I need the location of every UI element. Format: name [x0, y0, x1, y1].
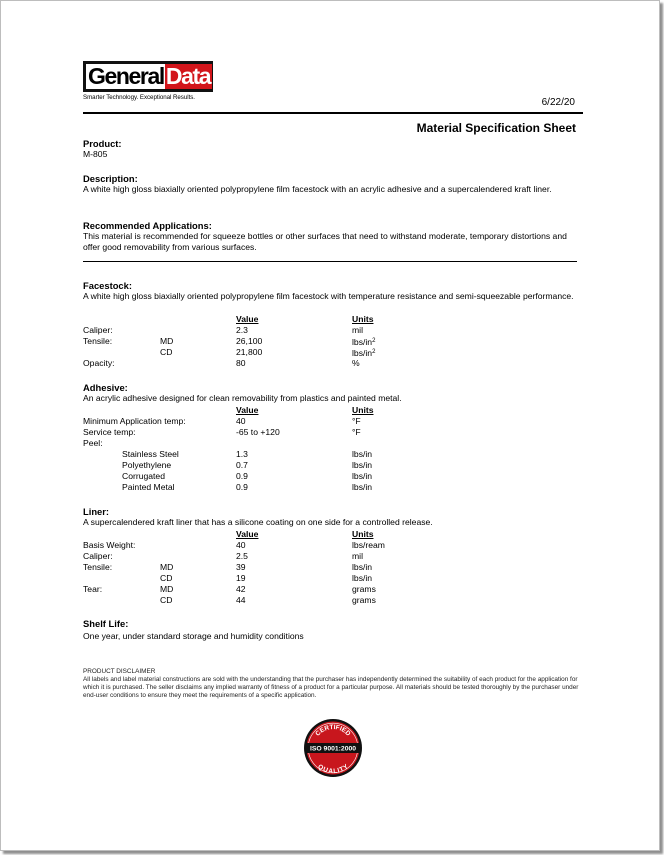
liner-tear-md-label: MD: [160, 584, 174, 594]
seal-bottom-text: QUALITY: [316, 763, 350, 776]
adhesive-peel-label: Peel:: [83, 438, 103, 448]
facestock-units-header: Units: [352, 314, 374, 324]
liner-caliper-value: 2.5: [236, 551, 248, 561]
description-text: A white high gloss biaxially oriented polypropylene film facestock with an acrylic adhesive and a supercalendered kraft liner.: [83, 184, 552, 194]
logo-word-general: General: [88, 63, 164, 89]
facestock-caliper-value: 2.3: [236, 325, 248, 335]
iso-certification-seal: [303, 718, 363, 778]
unit-exponent: 2: [372, 349, 376, 355]
adhesive-min-temp-value: 40: [236, 416, 246, 426]
logo-word-data: Data: [165, 63, 211, 89]
document-date: 6/22/20: [541, 97, 575, 108]
applications-section: [83, 220, 583, 253]
facestock-opacity-value: 80: [236, 358, 246, 368]
adhesive-min-temp-unit: °F: [352, 416, 361, 426]
liner-basis-weight-value: 40: [236, 540, 246, 550]
adhesive-service-temp-value: -65 to +120: [236, 427, 280, 437]
peel-row-value: 0.7: [236, 460, 248, 470]
liner-section: [83, 506, 583, 528]
liner-units-header: Units: [352, 529, 374, 539]
adhesive-text: An acrylic adhesive designed for clean removability from plastics and painted metal.: [83, 393, 402, 403]
shelf-life-section: [83, 618, 583, 642]
liner-tear-md-value: 42: [236, 584, 246, 594]
peel-row-label: Corrugated: [122, 471, 165, 481]
adhesive-section: [83, 382, 583, 404]
unit-text: lbs/in: [352, 348, 373, 358]
liner-tear-md-unit: grams: [352, 584, 376, 594]
seal-standard-text: ISO 9001:2000: [309, 745, 357, 753]
liner-tear-cd-unit: grams: [352, 595, 376, 605]
peel-row-unit: lbs/in: [352, 460, 373, 470]
liner-tensile-cd-label: CD: [160, 573, 173, 583]
facestock-tensile-cd-value: 21,800: [236, 347, 263, 357]
liner-tear-label: Tear:: [83, 584, 103, 594]
adhesive-heading: Adhesive:: [83, 382, 128, 393]
facestock-tensile-cd-label: CD: [160, 347, 173, 357]
shelf-life-heading: Shelf Life:: [83, 618, 129, 629]
product-disclaimer: [83, 668, 583, 700]
product-section: [83, 138, 583, 160]
logo-mark: [83, 61, 213, 92]
applications-text: This material is recommended for squeeze bottles or other surfaces that need to withstand moderate, temporary distortions and offer good removability from various surfaces.: [83, 231, 567, 252]
liner-tensile-md-unit: lbs/in: [352, 562, 373, 572]
liner-basis-weight-unit: lbs/ream: [352, 540, 385, 550]
liner-text: A supercalendered kraft liner that has a silicone coating on one side for a controlled release.: [83, 517, 433, 527]
section-divider: [83, 261, 577, 262]
adhesive-units-header: Units: [352, 405, 374, 415]
facestock-opacity-unit: %: [352, 358, 360, 368]
facestock-caliper-unit: mil: [352, 325, 363, 335]
header-divider: [83, 112, 583, 114]
description-heading: Description:: [83, 173, 138, 184]
peel-row-unit: lbs/in: [352, 471, 373, 481]
liner-tear-cd-label: CD: [160, 595, 173, 605]
disclaimer-heading: PRODUCT DISCLAIMER: [83, 668, 156, 675]
liner-tensile-label: Tensile:: [83, 562, 113, 572]
adhesive-service-temp-unit: °F: [352, 427, 361, 437]
logo-tagline: Smarter Technology. Exceptional Results.: [83, 94, 195, 101]
peel-row-value: 0.9: [236, 482, 248, 492]
description-section: [83, 173, 583, 195]
facestock-opacity-label: Opacity:: [83, 358, 115, 368]
liner-tensile-md-label: MD: [160, 562, 174, 572]
liner-tear-cd-value: 44: [236, 595, 246, 605]
liner-tensile-md-value: 39: [236, 562, 246, 572]
peel-row-label: Stainless Steel: [122, 449, 179, 459]
facestock-value-header: Value: [236, 314, 259, 324]
peel-row-value: 0.9: [236, 471, 248, 481]
facestock-tensile-md-value: 26,100: [236, 336, 263, 346]
facestock-heading: Facestock:: [83, 280, 132, 291]
liner-value-header: Value: [236, 529, 259, 539]
peel-row-value: 1.3: [236, 449, 248, 459]
company-logo: [83, 61, 213, 101]
peel-row-unit: lbs/in: [352, 449, 373, 459]
adhesive-value-header: Value: [236, 405, 259, 415]
facestock-tensile-label: Tensile:: [83, 336, 113, 346]
unit-exponent: 2: [372, 338, 376, 344]
adhesive-min-temp-label: Minimum Application temp:: [83, 416, 186, 426]
adhesive-service-temp-label: Service temp:: [83, 427, 136, 437]
liner-tensile-cd-value: 19: [236, 573, 246, 583]
liner-caliper-unit: mil: [352, 551, 363, 561]
peel-row-label: Polyethylene: [122, 460, 172, 470]
liner-heading: Liner:: [83, 506, 110, 517]
facestock-text: A white high gloss biaxially oriented polypropylene film facestock with temperature resistance and semi-squeezable performance.: [83, 291, 574, 301]
liner-tensile-cd-unit: lbs/in: [352, 573, 373, 583]
applications-heading: Recommended Applications:: [83, 220, 212, 231]
peel-row-label: Painted Metal: [122, 482, 175, 492]
peel-row-unit: lbs/in: [352, 482, 373, 492]
seal-top-text: CERTIFIED: [314, 723, 352, 738]
liner-caliper-label: Caliper:: [83, 551, 113, 561]
shelf-life-text: One year, under standard storage and humidity conditions: [83, 631, 304, 641]
facestock-caliper-label: Caliper:: [83, 325, 113, 335]
document-title: Material Specification Sheet: [416, 121, 576, 135]
disclaimer-text: All labels and label material constructions are sold with the understanding that the purchaser has independently determined the suitability of each product for the application for which it is purchased. The seller disclaims any implied warranty of fitness of a product for a particular purpose. All materials should be tested thoroughly by the purchaser under end-user conditions to ensure they meet the requirements of a specific application.: [83, 676, 579, 699]
liner-basis-weight-label: Basis Weight:: [83, 540, 136, 550]
product-heading: Product:: [83, 138, 122, 149]
unit-text: lbs/in: [352, 337, 373, 347]
facestock-tensile-md-label: MD: [160, 336, 174, 346]
product-value: M-805: [83, 149, 108, 159]
facestock-section: [83, 280, 583, 302]
